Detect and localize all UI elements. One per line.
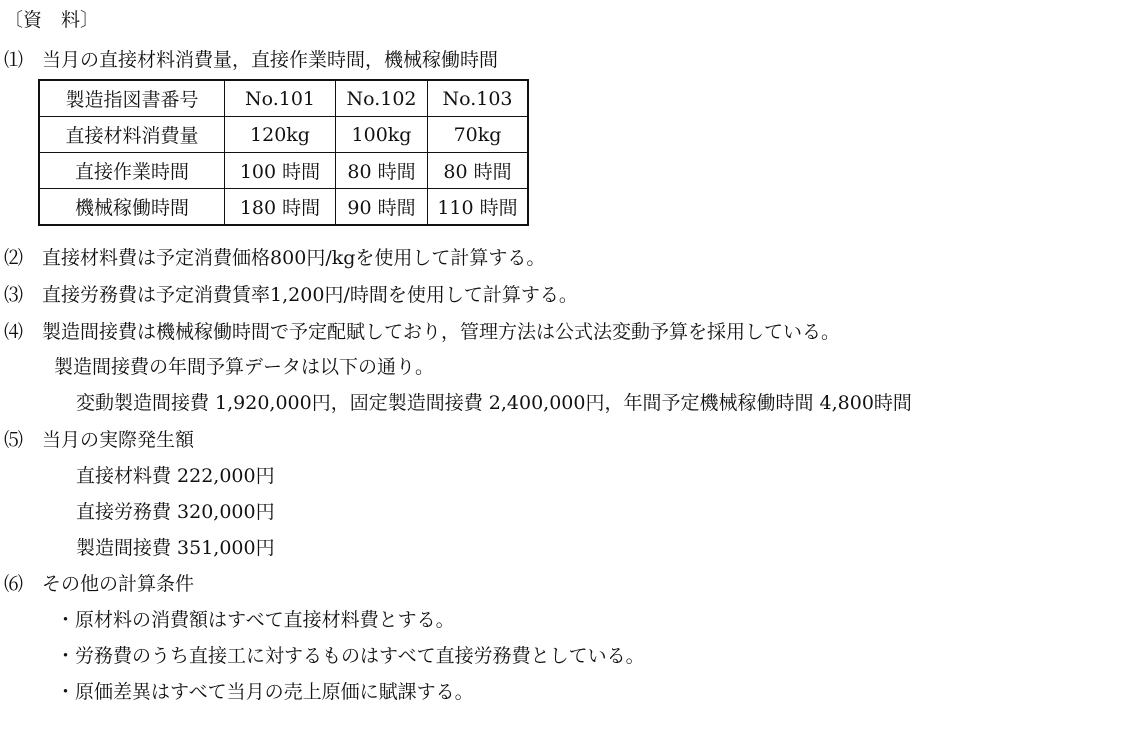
table-row-label: 直接作業時間: [39, 153, 225, 189]
item-3: [4, 283, 578, 307]
item-4: [4, 320, 840, 344]
section-header: 〔資 料〕: [4, 9, 100, 31]
item-6-bullet: ・労務費のうち直接工に対するものはすべて直接労務費としている。: [56, 645, 645, 667]
item-2-number: ⑵: [4, 247, 24, 269]
table-row: [39, 153, 528, 189]
table-header-cell: No.103: [428, 80, 529, 117]
item-1: [4, 48, 498, 72]
item-5: [4, 428, 194, 452]
item-5-line: 製造間接費 351,000円: [76, 537, 275, 559]
item-6-number: ⑹: [4, 573, 24, 595]
item-2: [4, 246, 545, 270]
table-row: [39, 117, 528, 153]
data-table: [38, 79, 529, 226]
table-cell: 80 時間: [336, 153, 428, 189]
item-3-number: ⑶: [4, 284, 24, 306]
table-cell: 110 時間: [428, 189, 529, 226]
item-3-text: 直接労務費は予定消費賃率1,200円/時間を使用して計算する。: [42, 284, 578, 306]
table-row: [39, 80, 528, 117]
table-row-label: 直接材料消費量: [39, 117, 225, 153]
item-5-line: 直接材料費 222,000円: [76, 465, 275, 487]
item-4-sub1: 製造間接費の年間予算データは以下の通り。: [54, 356, 435, 378]
table-header-cell: No.101: [225, 80, 336, 117]
item-5-number: ⑸: [4, 429, 24, 451]
item-4-sub2: 変動製造間接費 1,920,000円，固定製造間接費 2,400,000円，年間予定機械稼働時間 4,800時間: [76, 392, 912, 414]
item-6: [4, 572, 194, 596]
table-row: [39, 189, 528, 226]
table-cell: 100 時間: [225, 153, 336, 189]
table-cell: 80 時間: [428, 153, 529, 189]
item-1-number: ⑴: [4, 49, 24, 71]
item-4-number: ⑷: [4, 321, 24, 343]
table-header-cell: 製造指図書番号: [39, 80, 225, 117]
item-1-text: 当月の直接材料消費量，直接作業時間，機械稼働時間: [42, 49, 499, 71]
table-cell: 90 時間: [336, 189, 428, 226]
item-4-text: 製造間接費は機械稼働時間で予定配賦しており，管理方法は公式法変動予算を採用している。: [42, 321, 841, 343]
table-cell: 180 時間: [225, 189, 336, 226]
table-cell: 100kg: [336, 117, 428, 153]
table-row-label: 機械稼働時間: [39, 189, 225, 226]
item-5-text: 当月の実際発生額: [42, 429, 195, 451]
item-5-line: 直接労務費 320,000円: [76, 501, 275, 523]
table-header-cell: No.102: [336, 80, 428, 117]
item-6-bullet: ・原価差異はすべて当月の売上原価に賦課する。: [56, 681, 474, 703]
item-2-text: 直接材料費は予定消費価格800円/kgを使用して計算する。: [42, 247, 546, 269]
item-6-text: その他の計算条件: [42, 573, 195, 595]
item-6-bullet: ・原材料の消費額はすべて直接材料費とする。: [56, 609, 455, 631]
table-cell: 70kg: [428, 117, 529, 153]
table-cell: 120kg: [225, 117, 336, 153]
